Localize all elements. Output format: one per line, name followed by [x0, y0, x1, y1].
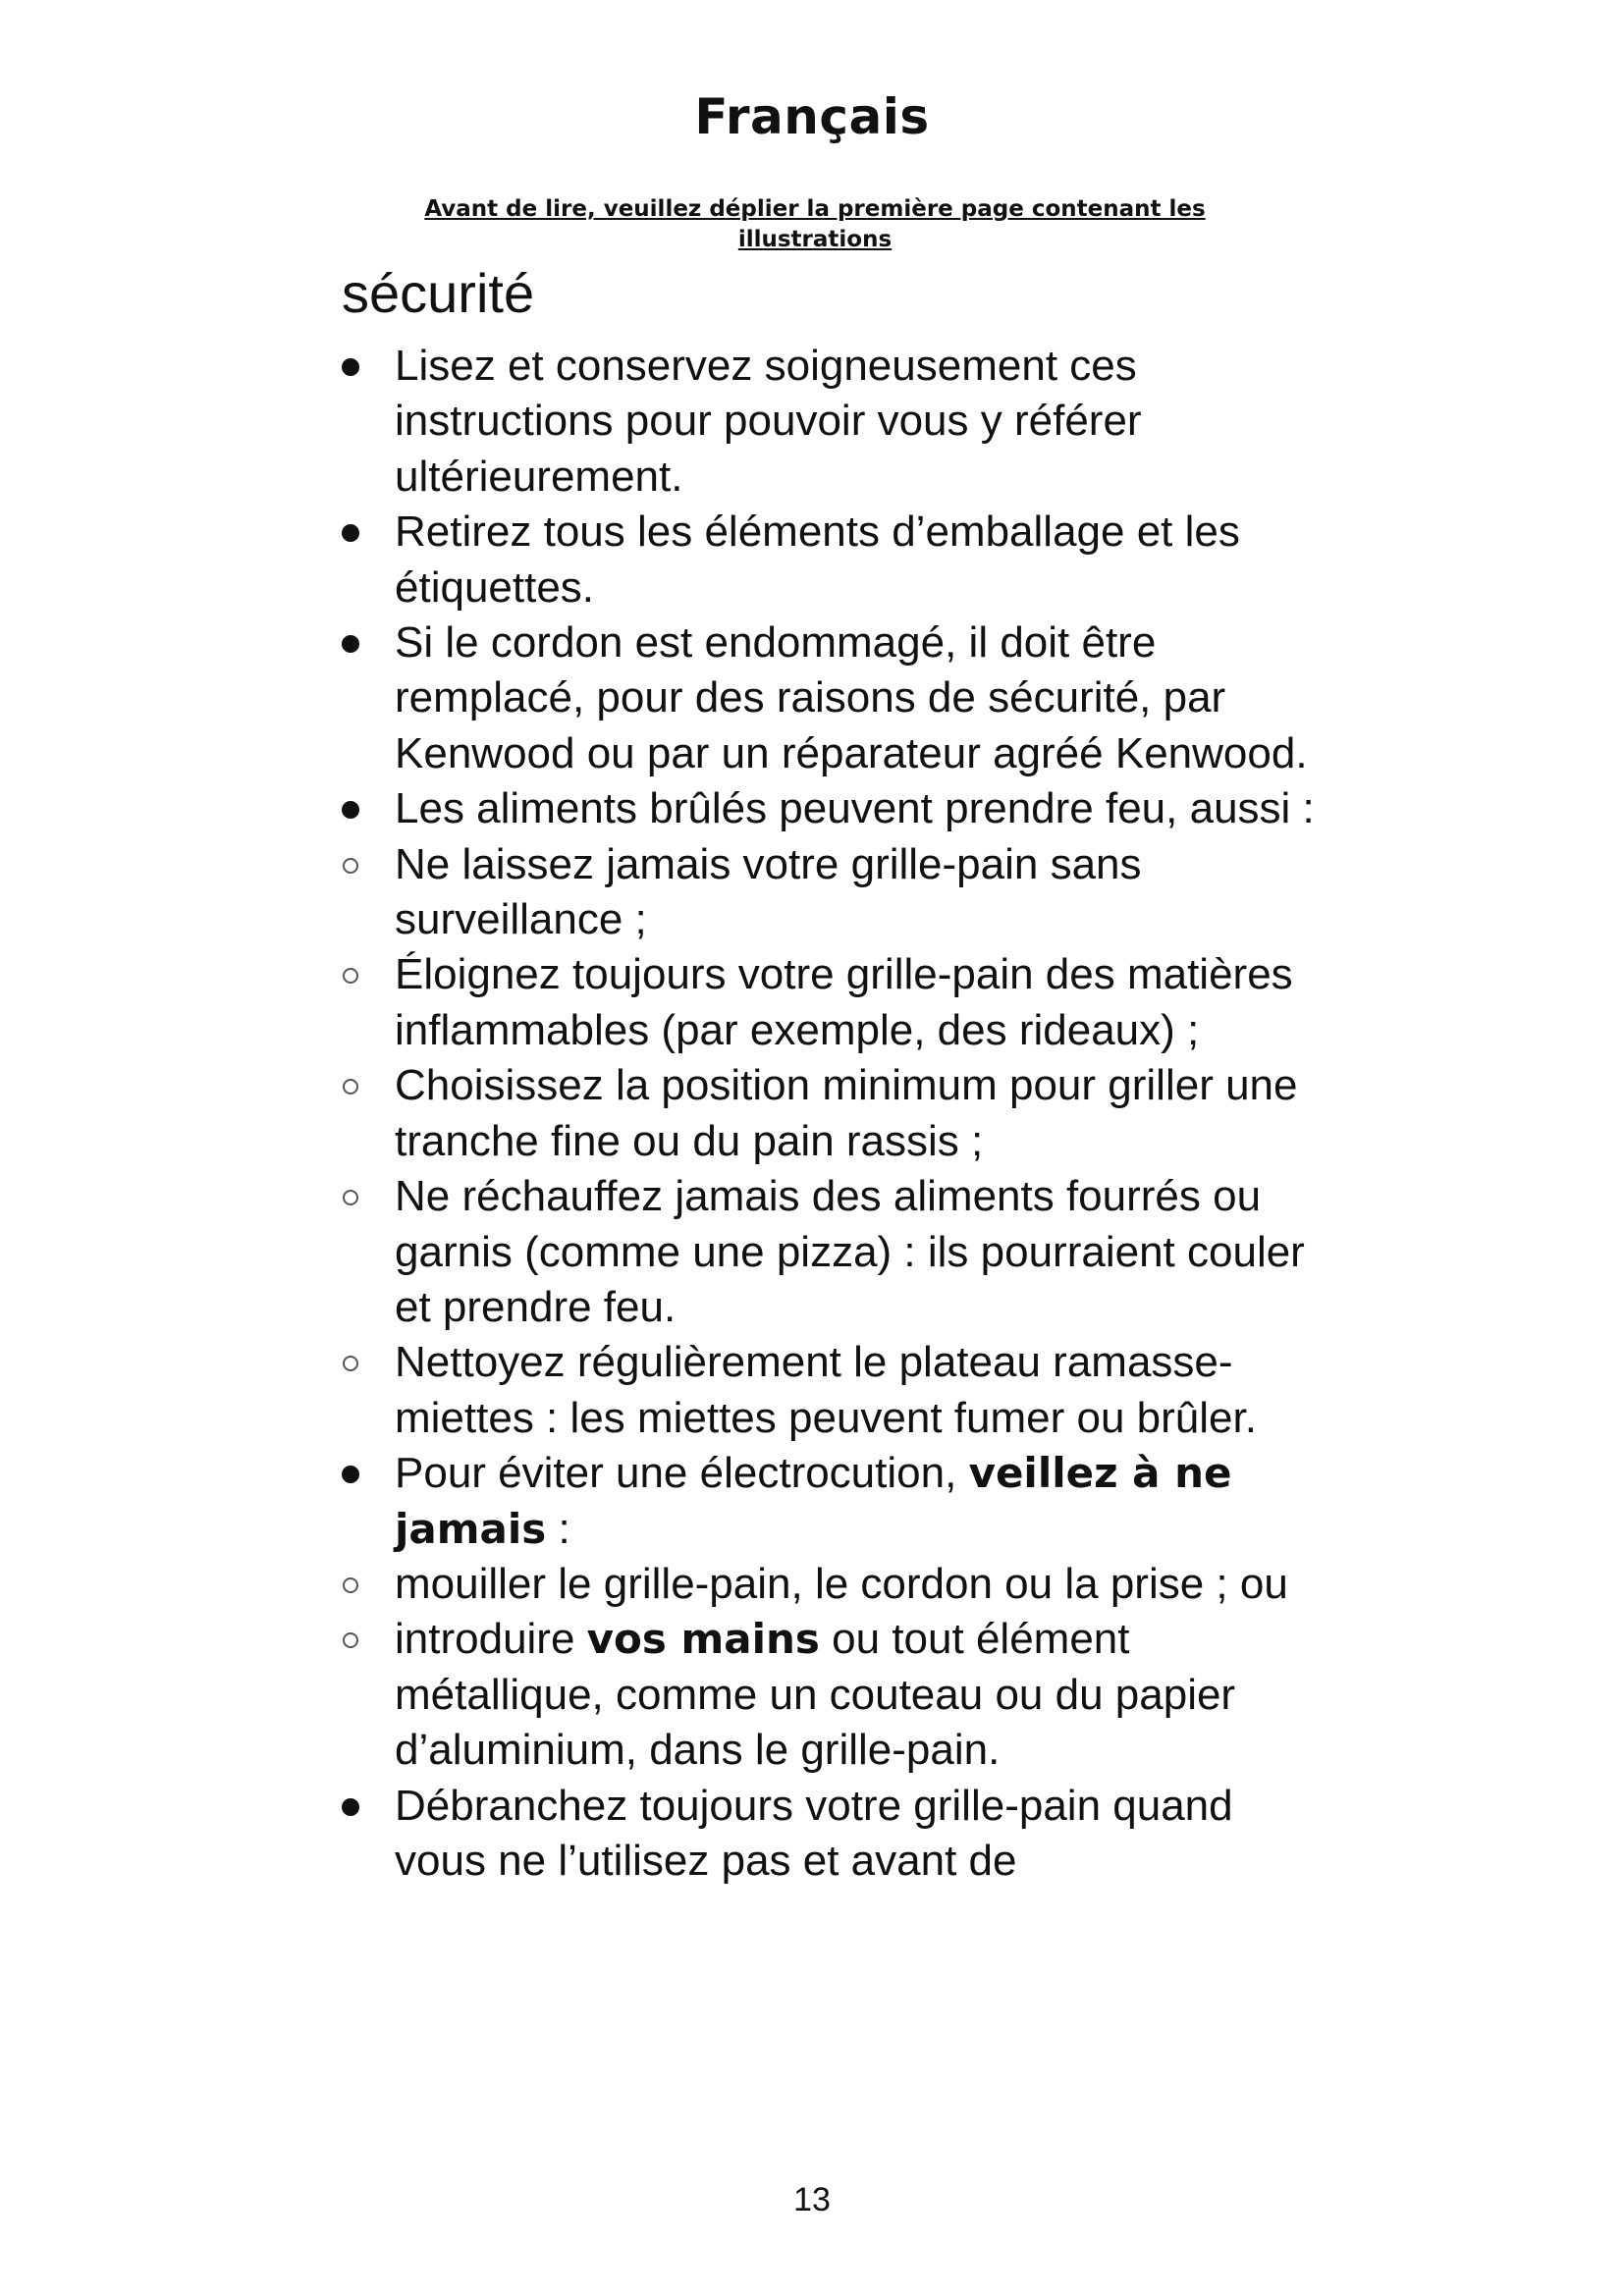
safety-list — [334, 339, 1326, 1889]
list-item — [334, 505, 1326, 615]
item-bold-text: vos mains — [586, 1615, 820, 1664]
list-subitem — [334, 1612, 1326, 1778]
filled-bullet-icon — [342, 524, 359, 542]
filled-bullet-icon — [342, 801, 359, 819]
list-subitem — [334, 1169, 1326, 1335]
list-subitem — [334, 1335, 1326, 1446]
item-bold-text: veillez à ne jamais — [395, 1449, 1232, 1553]
hollow-bullet-icon — [343, 858, 358, 874]
section-heading: sécurité — [342, 262, 535, 324]
item-text: mouiller le grille-pain, le cordon ou la prise ; ou — [395, 1559, 1288, 1608]
item-text: Pour éviter une électrocution, — [395, 1449, 957, 1498]
list-item — [334, 781, 1326, 836]
item-text: Éloignez toujours votre grille-pain des matières inflammables (par exemple, des rideaux) ; — [395, 950, 1293, 1054]
item-text: Si le cordon est endommagé, il doit être remplacé, pour des raisons de sécurité, par Kenwood ou par un réparateur agréé Kenwood. — [395, 618, 1308, 777]
item-text: Nettoyez régulièrement le plateau ramasse-miettes : les miettes peuvent fumer ou brûler. — [395, 1338, 1257, 1442]
item-text: Les aliments brûlés peuvent prendre feu, aussi : — [395, 784, 1315, 833]
hollow-bullet-icon — [343, 1079, 358, 1095]
filled-bullet-icon — [342, 1466, 359, 1483]
filled-bullet-icon — [342, 1798, 359, 1816]
page-number: 13 — [793, 2181, 831, 2218]
item-text-after: : — [546, 1504, 570, 1553]
list-item — [334, 339, 1326, 505]
list-item — [334, 1779, 1326, 1890]
list-subitem — [334, 1557, 1326, 1612]
item-text: Lisez et conservez soigneusement ces instructions pour pouvoir vous y référer ultérieurement. — [395, 342, 1142, 501]
notice-line-2: illustrations — [737, 227, 893, 252]
item-text: Débranchez toujours votre grille-pain quand vous ne l’utilisez pas et avant de — [395, 1781, 1233, 1885]
item-text: Ne réchauffez jamais des aliments fourrés ou garnis (comme une pizza) : ils pourraient couler et prendre feu. — [395, 1172, 1305, 1331]
item-text: Choisissez la position minimum pour griller une tranche fine ou du pain rassis ; — [395, 1061, 1298, 1165]
hollow-bullet-icon — [343, 968, 358, 984]
filled-bullet-icon — [342, 358, 359, 376]
hollow-bullet-icon — [343, 1190, 358, 1205]
item-text-after: ou tout élément métallique, comme un couteau ou du papier d’aluminium, dans le grille-pain. — [395, 1615, 1236, 1775]
notice-line-1: Avant de lire, veuillez déplier la première page contenant les — [424, 196, 1206, 222]
fold-out-notice — [373, 194, 1257, 255]
document-title: Français — [694, 88, 930, 145]
list-item — [334, 615, 1326, 781]
hollow-bullet-icon — [343, 1632, 358, 1648]
hollow-bullet-icon — [343, 1577, 358, 1593]
item-text: Retirez tous les éléments d’emballage et les étiquettes. — [395, 507, 1240, 612]
list-subitem — [334, 837, 1326, 948]
filled-bullet-icon — [342, 635, 359, 653]
list-item — [334, 1446, 1326, 1557]
hollow-bullet-icon — [343, 1356, 358, 1371]
item-text: introduire — [395, 1615, 575, 1664]
list-subitem — [334, 947, 1326, 1058]
item-text: Ne laissez jamais votre grille-pain sans surveillance ; — [395, 839, 1142, 944]
list-subitem — [334, 1058, 1326, 1169]
